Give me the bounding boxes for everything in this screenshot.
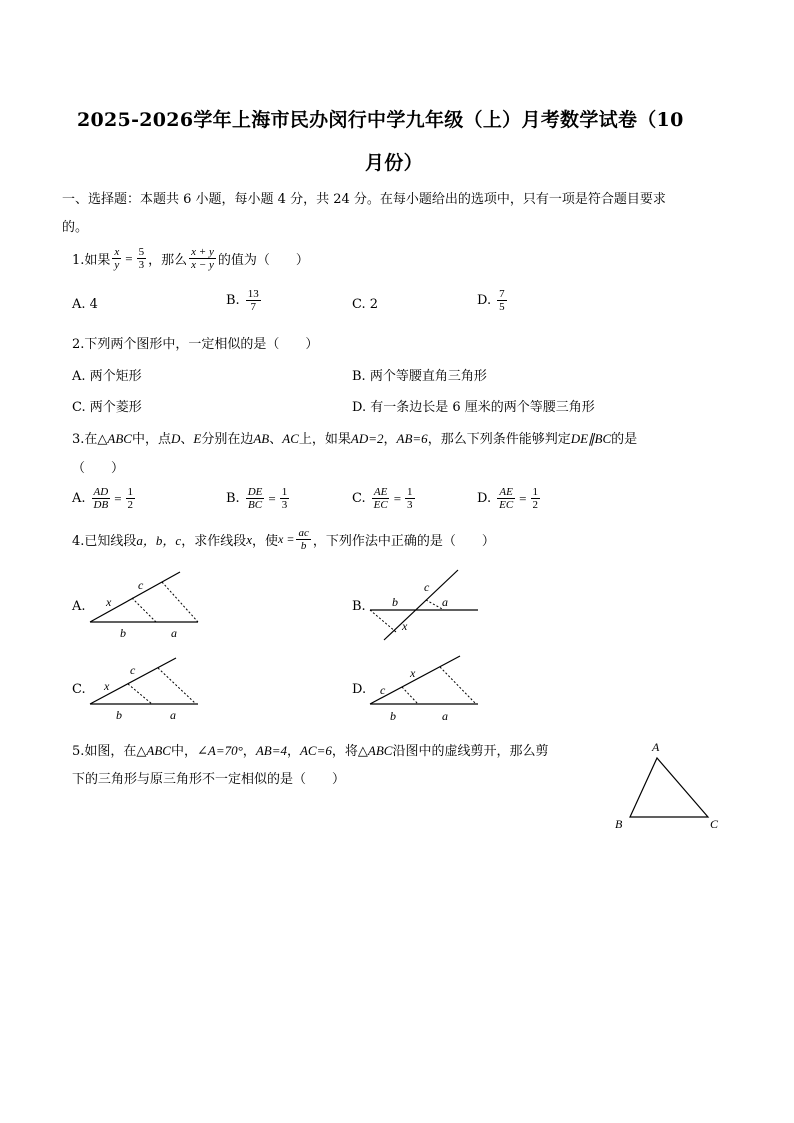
q4b-label-x: x <box>402 619 408 633</box>
question-5-stem: 5.如图，在△ABC中，∠A=70°，AB=4，AC=6，将△ABC沿图中的虚线剪开，那么剪 <box>72 743 549 759</box>
q3-option-d[interactable]: D. $\frac{AE}{EC}$ = $\frac{1}{2}$ <box>477 486 538 511</box>
q1-option-d-label: D. <box>477 293 492 308</box>
q1-fraction-53: $\frac{5}{3}$ <box>138 246 145 271</box>
q4a-label-x: x <box>106 595 112 609</box>
q4c-label-b: b <box>116 708 122 722</box>
q4a-label-a: a <box>171 626 177 640</box>
question-5-stem-cont: 下的三角形与原三角形不一定相似的是（ ） <box>72 772 346 787</box>
section-heading-cont: 的。 <box>62 220 89 235</box>
q4-option-c-label[interactable]: C. <box>72 682 86 697</box>
q1-mid: ，那么 <box>148 253 188 268</box>
q1-option-a[interactable]: A. 4 <box>72 297 98 312</box>
q4-diagram-d <box>366 652 486 726</box>
question-2-stem: 2.下列两个图形中，一定相似的是（ ） <box>72 337 319 352</box>
question-1-stem <box>72 246 309 271</box>
question-3-stem-cont: （ ） <box>72 461 125 476</box>
q4d-label-b: b <box>390 709 396 723</box>
q2-option-d[interactable]: D. 有一条边长是 6 厘米的两个等腰三角形 <box>352 400 595 415</box>
q4-fraction-ac-b: $\frac{ac}{b}$ <box>298 527 309 552</box>
q4c-label-a: a <box>170 708 176 722</box>
q1-option-d[interactable] <box>477 288 509 313</box>
q4-option-b-label[interactable]: B. <box>352 599 366 614</box>
q1-option-b[interactable] <box>226 288 263 313</box>
q4-option-d-label[interactable]: D. <box>352 682 367 697</box>
page-title-cont: 月份） <box>365 152 423 174</box>
q4b-label-c: c <box>424 580 430 594</box>
q1-prefix: 1.如果 <box>72 253 111 268</box>
question-3-stem: 3.在△ABC中，点D、E分别在边AB、AC上，如果AD=2，AB=6，那么下列条件能够判定DE∥BC的是 <box>72 431 638 447</box>
q1-equals: = <box>125 250 133 266</box>
q4-diagram-a <box>86 568 206 642</box>
q4c-label-c: c <box>130 663 136 677</box>
page-title: 2025-2026学年上海市民办闵行中学九年级（上）月考数学试卷（10 <box>77 109 684 131</box>
q1-option-b-label: B. <box>226 293 240 308</box>
q3-option-a[interactable]: A. $\frac{AD}{DB}$ = $\frac{1}{2}$ <box>72 486 134 511</box>
q1-option-d-fraction: $\frac{7}{5}$ <box>499 288 505 313</box>
section-heading: 一、选择题：本题共 6 小题，每小题 4 分，共 24 分。在每小题给出的选项中，只有一项是符合题目要求 <box>62 192 666 207</box>
question-4-stem: 4.已知线段 a，b，c ，求作线段 x ，使 x = $\frac{ac}{b}$ ，下列作法中正确的是（ ） <box>72 527 495 552</box>
q2-option-b[interactable]: B. 两个等腰直角三角形 <box>352 369 487 384</box>
q4a-label-c: c <box>138 578 144 592</box>
q1-option-c[interactable]: C. 2 <box>352 297 379 312</box>
q3-option-c[interactable]: C. $\frac{AE}{EC}$ = $\frac{1}{3}$ <box>352 486 413 511</box>
q5-vertex-c: C <box>710 817 719 831</box>
q2-option-c[interactable]: C. 两个菱形 <box>72 400 142 415</box>
q4b-label-a: a <box>442 595 448 609</box>
q4d-label-c: c <box>380 683 386 697</box>
q4c-label-x: x <box>104 679 110 693</box>
q1-fraction-sum-diff: $\frac{x + y}{x - y}$ <box>191 246 214 271</box>
q1-suffix: 的值为（ ） <box>217 253 309 268</box>
q5-vertex-b: B <box>615 817 623 831</box>
q1-option-b-fraction: $\frac{13}{7}$ <box>247 288 259 313</box>
q3-option-b[interactable]: B. $\frac{DE}{BC}$ = $\frac{1}{3}$ <box>226 486 288 511</box>
q4-option-a-label[interactable]: A. <box>72 599 86 614</box>
q5-vertex-a: A <box>652 740 660 754</box>
q4a-label-b: b <box>120 626 126 640</box>
q4-diagram-c <box>86 652 206 726</box>
q4d-label-x: x <box>410 666 416 680</box>
q4b-label-b: b <box>392 595 398 609</box>
q4-diagram-b <box>366 566 486 644</box>
q4d-label-a: a <box>442 709 448 723</box>
q2-option-a[interactable]: A. 两个矩形 <box>72 369 142 384</box>
q5-triangle-diagram <box>610 736 730 832</box>
q1-fraction-xy: $\frac{x}{y}$ <box>114 246 120 271</box>
